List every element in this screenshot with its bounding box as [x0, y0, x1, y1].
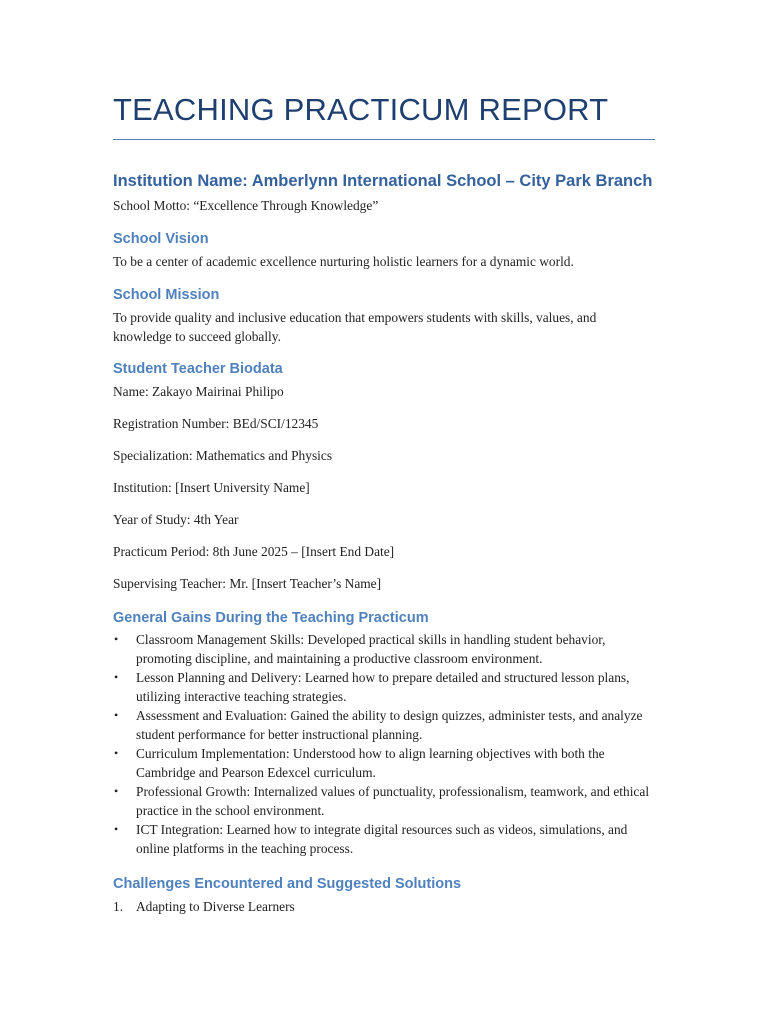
bullet-icon: •	[114, 632, 119, 646]
mission-text: To provide quality and inclusive education that empowers students with skills, values, and knowledge to succeed globally.	[113, 310, 597, 344]
gains-list-item	[113, 706, 658, 744]
bullet-icon: •	[114, 708, 119, 722]
gains-item-text: Curriculum Implementation: Understood how to align learning objectives with both the Cambridge and Pearson Edexcel curriculum.	[136, 746, 605, 780]
bullet-icon: •	[114, 822, 119, 836]
vision-heading: School Vision	[113, 231, 209, 247]
gains-list-item	[113, 668, 658, 706]
gains-item-text: Assessment and Evaluation: Gained the ability to design quizzes, administer tests, and analyze student performance for better instructional planning.	[136, 708, 643, 742]
bullet-icon: •	[114, 784, 119, 798]
mission-heading: School Mission	[113, 287, 220, 303]
biodata-institution: Institution: [Insert University Name]	[113, 480, 310, 495]
gains-item-text: Lesson Planning and Delivery: Learned how to prepare detailed and structured lesson plans, utilizing interactive teaching strategies.	[136, 670, 630, 704]
gains-item-text: Classroom Management Skills: Developed practical skills in handling student behavior, promoting discipline, and maintaining a productive classroom environment.	[136, 632, 606, 666]
school-motto: School Motto: “Excellence Through Knowledge”	[113, 198, 379, 213]
list-number: 1.	[113, 899, 124, 914]
gains-list-item	[113, 630, 658, 668]
title-underline	[113, 139, 655, 140]
biodata-supervisor: Supervising Teacher: Mr. [Insert Teacher’s Name]	[113, 576, 382, 591]
biodata-specialization: Specialization: Mathematics and Physics	[113, 448, 333, 463]
challenges-list-item	[113, 897, 658, 916]
challenges-heading: Challenges Encountered and Suggested Solutions	[113, 876, 462, 892]
biodata-registration: Registration Number: BEd/SCI/12345	[113, 416, 319, 431]
vision-text: To be a center of academic excellence nurturing holistic learners for a dynamic world.	[113, 254, 574, 269]
bullet-icon: •	[114, 746, 119, 760]
institution-heading: Institution Name: Amberlynn International School – City Park Branch	[113, 172, 653, 190]
gains-list-item	[113, 744, 658, 782]
gains-item-text: ICT Integration: Learned how to integrate digital resources such as videos, simulations, and online platforms in the teaching process.	[136, 822, 628, 856]
gains-item-text: Professional Growth: Internalized values of punctuality, professionalism, teamwork, and ethical practice in the school environment.	[136, 784, 650, 818]
biodata-heading: Student Teacher Biodata	[113, 361, 283, 377]
challenges-list	[113, 897, 658, 916]
gains-heading: General Gains During the Teaching Practicum	[113, 610, 429, 626]
challenge-item-text: Adapting to Diverse Learners	[136, 899, 295, 914]
biodata-name: Name: Zakayo Mairinai Philipo	[113, 384, 284, 399]
gains-list	[113, 630, 658, 858]
biodata-period: Practicum Period: 8th June 2025 – [Insert End Date]	[113, 544, 395, 559]
gains-list-item	[113, 782, 658, 820]
report-title: TEACHING PRACTICUM REPORT	[113, 92, 609, 127]
gains-list-item	[113, 820, 658, 858]
bullet-icon: •	[114, 670, 119, 684]
biodata-year: Year of Study: 4th Year	[113, 512, 239, 527]
